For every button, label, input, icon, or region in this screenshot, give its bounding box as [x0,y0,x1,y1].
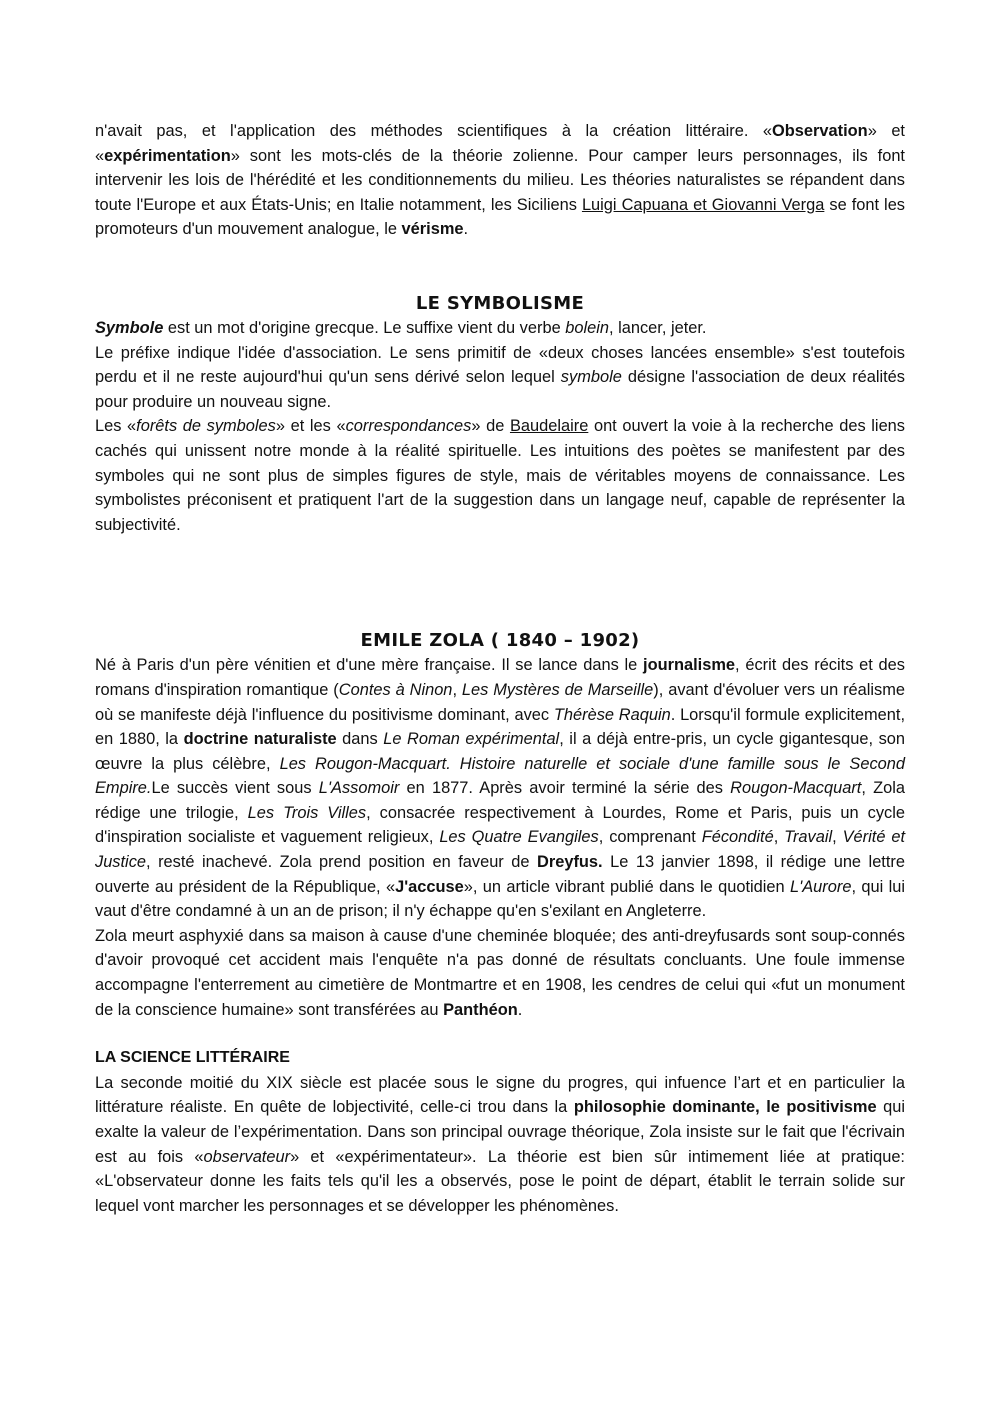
document-page [95,119,905,1218]
zola-paragraph-1: Né à Paris d'un père vénitien et d'une mère française. Il se lance dans le journalisme, écrit des récits et des romans d'inspiration romantique (Contes à Ninon, Les Mystères de Marseille), avant d'évoluer vers un réalisme où se manifeste déjà l'influence du positivisme dominant, avec Thérèse Raquin. Lorsqu'il formule explicitement, en 1880, la doctrine naturaliste dans Le Roman expérimental, il a déjà entre-pris, un cycle gigantesque, son œuvre la plus célèbre, Les Rougon-Macquart. Histoire naturelle et sociale d'une famille sous le Second Empire.Le succès vient sous L'Assomoir en 1877. Après avoir terminé la série des Rougon-Macquart, Zola rédige une trilogie, Les Trois Villes, consacrée respectivement à Lourdes, Rome et Paris, puis un cycle d'inspiration socialiste et vaguement religieux, Les Quatre Evangiles, comprenant Fécondité, Travail, Vérité et Justice, resté inachevé. Zola prend position en faveur de Dreyfus. Le 13 janvier 1898, il rédige une lettre ouverte au président de la République, «J'accuse», un article vibrant publié dans le quotidien L'Aurore, qui lui vaut d'être condamné à un an de prison; il n'y échappe qu'en s'exilant en Angleterre. [95,656,906,921]
heading-emile-zola: EMILE ZOLA ( 1840 – 1902) [360,630,640,652]
link-capuana-verga[interactable]: Luigi Capuana et Giovanni Verga [581,195,825,214]
symbolisme-paragraph-1: Symbole est un mot d'origine grecque. Le suffixe vient du verbe bolein, lancer, jeter. [95,318,707,337]
zola-paragraph-2: Zola meurt asphyxié dans sa maison à cause d'une cheminée bloquée; des anti-dreyfusards sont soup-connés d'avoir provoqué cet accident mais l'enquête n'a pas donné de résultats concluants. Une foule immense accompagne l'enterrement au cimetière de Montmartre et en 1908, les cendres de celui qui «fut un monument de la conscience humaine» sont transférées au Panthéon. [95,926,905,1019]
heading-symbolisme: LE SYMBOLISME [415,292,585,314]
bold-verisme: vérisme [401,220,464,239]
symbolisme-paragraph-2: Le préfixe indique l'idée d'association. Le sens primitif de «deux choses lancées ensemble» s'est toutefois perdu et il ne reste aujourd'hui qu'un sens dérivé selon lequel symbole désigne l'association de deux réalités pour produire un nouveau signe. [95,343,905,411]
link-baudelaire[interactable]: Baudelaire [509,417,589,436]
science-paragraph: La seconde moitié du XIX siècle est placée sous le signe du progres, qui infuence l’art et en particulier la littérature réaliste. En quête de lobjectivité, celle-ci trou dans la philosophie dominante, le positivisme qui exalte la valeur de l’expérimentation. Dans son principal ouvrage théorique, Zola insiste sur le fait que l'écrivain est au fois «observateur» et «expérimentateur». La théorie est bien sûr intimement liée at pratique: «L'observateur donne les faits tels qu'il les a observés, pose le point de départ, établit le terrain solide sur lequel vont marcher les personnages et se développer les phénomènes. [95,1073,905,1215]
bold-observation: Observation [772,122,868,140]
intro-paragraph: n'avait pas, et l'application des méthodes scientifiques à la création littéraire. «Observation» et «expérimentation» sont les mots-clés de la théorie zolienne. Pour camper leurs personnages, ils font intervenir les lois de l'hérédité et les conditionnements du milieu. Les théories naturalistes se répandent dans toute l'Europe et aux États-Unis; en Italie notamment, les Siciliens Luigi Capuana et Giovanni Verga se font les promoteurs d'un mouvement analogue, le vérisme. [95,122,906,239]
symbolisme-paragraph-3: Les «forêts de symboles» et les «correspondances» de Baudelaire ont ouvert la voie à la recherche des liens cachés qui unissent notre monde à la réalité spirituelle. Les intuitions des poètes se manifestent par des symboles qui ne sont plus de simples figures de style, mais de véritables moyens de connaissance. Les symbolistes préconisent et pratiquent l'art de la suggestion dans un langage neuf, capable de représenter la subjectivité. [95,417,905,534]
heading-science-litteraire: LA SCIENCE LITTÉRAIRE [95,1049,290,1067]
bold-experimentation: expérimentation [104,146,231,165]
